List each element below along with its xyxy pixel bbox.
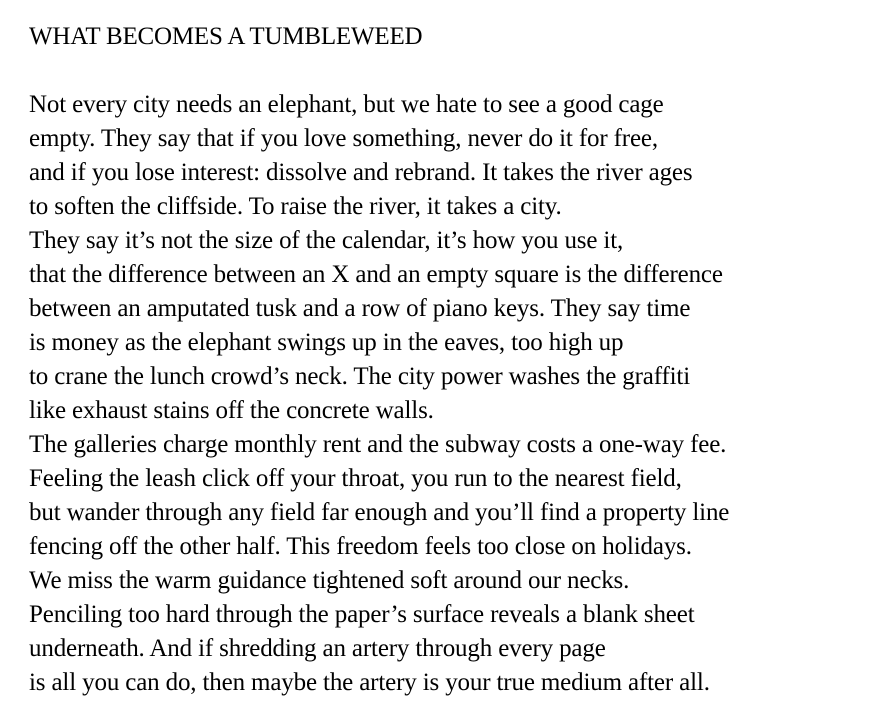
poem-line: that the difference between an X and an empty square is the difference bbox=[29, 261, 723, 288]
poem-line: Not every city needs an elephant, but we hate to see a good cage bbox=[29, 91, 664, 118]
poem-line: empty. They say that if you love something, never do it for free, bbox=[29, 125, 658, 152]
poem-title: WHAT BECOMES A TUMBLEWEED bbox=[29, 23, 423, 50]
poem-body bbox=[29, 88, 877, 700]
poem-line: and if you lose interest: dissolve and rebrand. It takes the river ages bbox=[29, 159, 693, 186]
poem-line: Penciling too hard through the paper’s surface reveals a blank sheet bbox=[29, 601, 695, 628]
poem-line: fencing off the other half. This freedom feels too close on holidays. bbox=[29, 533, 692, 560]
poem-line: underneath. And if shredding an artery through every page bbox=[29, 635, 606, 662]
poem-line: between an amputated tusk and a row of piano keys. They say time bbox=[29, 295, 691, 322]
poem-line: The galleries charge monthly rent and the subway costs a one-way fee. bbox=[29, 431, 727, 458]
poem-line: but wander through any field far enough and you’ll find a property line bbox=[29, 499, 730, 526]
poem-line: to crane the lunch crowd’s neck. The city power washes the graffiti bbox=[29, 363, 691, 390]
poem-line: is all you can do, then maybe the artery is your true medium after all. bbox=[29, 669, 710, 696]
poem-line: We miss the warm guidance tightened soft around our necks. bbox=[29, 567, 630, 594]
poem-line: like exhaust stains off the concrete walls. bbox=[29, 397, 434, 424]
stanza-spacer bbox=[29, 54, 877, 88]
poem-line: to soften the cliffside. To raise the river, it takes a city. bbox=[29, 193, 562, 220]
document-page bbox=[29, 20, 877, 700]
poem-line: is money as the elephant swings up in the eaves, too high up bbox=[29, 329, 624, 356]
poem-line: Feeling the leash click off your throat, you run to the nearest field, bbox=[29, 465, 682, 492]
poem-line: They say it’s not the size of the calendar, it’s how you use it, bbox=[29, 227, 624, 254]
